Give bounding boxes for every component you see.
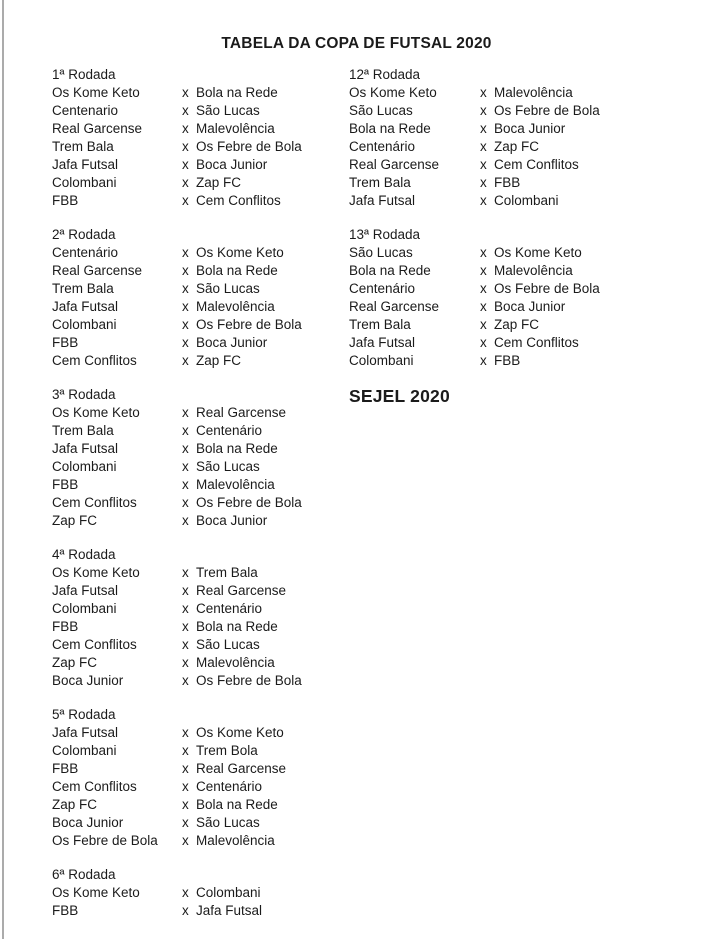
versus-separator: x [480,85,487,100]
versus-separator: x [182,637,189,652]
versus-separator: x [182,673,189,688]
versus-separator: x [182,459,189,474]
versus-separator: x [182,423,189,438]
versus-separator: x [480,121,487,136]
round-block [52,66,348,210]
versus-separator: x [182,797,189,812]
team-away: Boca Junior [494,121,566,136]
team-away: Os Febre de Bola [494,281,600,296]
versus-separator: x [182,103,189,118]
team-home: Bola na Rede [349,263,431,278]
versus-separator: x [182,245,189,260]
sejel-subtitle: SEJEL 2020 [349,386,450,406]
team-home: Os Kome Keto [52,85,140,100]
team-away: Trem Bola [196,743,258,758]
match-row [52,494,348,512]
team-home: Zap FC [52,655,98,670]
team-home: FBB [52,193,79,208]
versus-separator: x [182,495,189,510]
versus-separator: x [182,281,189,296]
team-away: São Lucas [196,459,260,474]
versus-separator: x [480,263,487,278]
match-row [52,832,348,850]
team-away: Real Garcense [196,761,287,776]
team-away: Zap FC [494,139,540,154]
match-row [52,884,348,902]
match-row [349,352,679,370]
versus-separator: x [182,353,189,368]
versus-separator: x [182,121,189,136]
team-home: Trem Bala [349,317,411,332]
versus-separator: x [182,85,189,100]
match-row [52,760,348,778]
team-home: FBB [52,903,79,918]
versus-separator: x [182,655,189,670]
match-row [52,84,348,102]
match-row [52,814,348,832]
match-row [349,192,679,210]
match-row [52,334,348,352]
team-home: São Lucas [349,245,413,260]
team-away: Boca Junior [196,335,268,350]
match-row [52,778,348,796]
match-row [349,262,679,280]
versus-separator: x [182,335,189,350]
round-header: 3ª Rodada [52,387,116,402]
team-home: Trem Bala [52,423,114,438]
match-row [52,654,348,672]
rounds-column-left [52,66,348,936]
team-home: Boca Junior [52,815,124,830]
team-home: Jafa Futsal [349,335,416,350]
rounds-column-right [349,66,679,406]
versus-separator: x [182,885,189,900]
team-away: Bola na Rede [196,85,278,100]
versus-separator: x [182,761,189,776]
match-row [52,636,348,654]
versus-separator: x [182,833,189,848]
versus-separator: x [480,193,487,208]
versus-separator: x [480,281,487,296]
team-away: Centenário [196,779,263,794]
team-away: São Lucas [196,815,260,830]
team-away: Boca Junior [196,157,268,172]
team-away: Os Kome Keto [494,245,582,260]
match-row [52,120,348,138]
team-away: Boca Junior [196,513,268,528]
team-away: Real Garcense [196,405,287,420]
match-row [52,458,348,476]
versus-separator: x [182,725,189,740]
team-home: Trem Bala [52,139,114,154]
versus-separator: x [182,157,189,172]
versus-separator: x [182,583,189,598]
match-row [52,262,348,280]
match-row [349,316,679,334]
team-home: FBB [52,761,79,776]
versus-separator: x [182,193,189,208]
team-away: Boca Junior [494,299,566,314]
match-row [52,102,348,120]
match-row [349,120,679,138]
match-row [52,422,348,440]
versus-separator: x [182,619,189,634]
team-home: São Lucas [349,103,413,118]
team-away: Trem Bala [196,565,258,580]
team-away: Cem Conflitos [494,157,579,172]
team-home: Jafa Futsal [349,193,416,208]
team-home: Jafa Futsal [52,299,119,314]
versus-separator: x [182,477,189,492]
match-row [52,600,348,618]
versus-separator: x [182,779,189,794]
team-away: Zap FC [494,317,540,332]
team-home: Centenário [349,281,416,296]
team-home: Real Garcense [52,263,143,278]
match-row [52,244,348,262]
match-row [52,316,348,334]
team-away: Centenário [196,601,263,616]
round-block [52,226,348,370]
team-home: Bola na Rede [349,121,431,136]
team-home: Real Garcense [349,299,440,314]
team-home: Colombani [349,353,414,368]
team-away: Os Febre de Bola [196,139,302,154]
team-home: Os Kome Keto [52,565,140,580]
match-row [349,102,679,120]
team-away: Malevolência [196,655,275,670]
team-away: Os Febre de Bola [196,317,302,332]
team-away: Centenário [196,423,263,438]
match-row [52,156,348,174]
match-row [52,280,348,298]
team-home: Os Kome Keto [52,405,140,420]
versus-separator: x [480,335,487,350]
round-header: 2ª Rodada [52,227,116,242]
team-away: FBB [494,353,521,368]
versus-separator: x [182,903,189,918]
round-block [349,226,679,370]
team-home: Colombani [52,175,117,190]
match-row [52,192,348,210]
team-home: Cem Conflitos [52,637,137,652]
versus-separator: x [182,299,189,314]
versus-separator: x [182,513,189,528]
team-home: Zap FC [52,797,98,812]
versus-separator: x [480,139,487,154]
team-away: Os Febre de Bola [196,495,302,510]
match-row [349,156,679,174]
team-home: Jafa Futsal [52,583,119,598]
team-home: Jafa Futsal [52,157,119,172]
team-home: Os Kome Keto [349,85,437,100]
team-away: São Lucas [196,637,260,652]
round-block [52,386,348,530]
team-away: Malevolência [494,85,573,100]
team-home: Jafa Futsal [52,441,119,456]
versus-separator: x [480,299,487,314]
versus-separator: x [182,405,189,420]
team-away: Malevolência [494,263,573,278]
team-away: Bola na Rede [196,441,278,456]
match-row [52,564,348,582]
versus-separator: x [480,157,487,172]
match-row [52,404,348,422]
team-home: Centenário [52,245,119,260]
round-header: 1ª Rodada [52,67,116,82]
versus-separator: x [182,263,189,278]
versus-separator: x [480,353,487,368]
match-row [52,796,348,814]
versus-separator: x [182,317,189,332]
team-home: Colombani [52,317,117,332]
team-away: Bola na Rede [196,263,278,278]
team-away: Malevolência [196,833,275,848]
team-home: Os Kome Keto [52,885,140,900]
versus-separator: x [182,815,189,830]
team-home: Centenário [349,139,416,154]
team-away: Real Garcense [196,583,287,598]
versus-separator: x [480,103,487,118]
team-home: Colombani [52,601,117,616]
match-row [349,138,679,156]
team-away: Malevolência [196,299,275,314]
match-row [349,280,679,298]
round-header: 12ª Rodada [349,67,421,82]
team-away: Cem Conflitos [196,193,281,208]
round-block [52,866,348,920]
versus-separator: x [182,175,189,190]
round-header: 5ª Rodada [52,707,116,722]
team-away: Bola na Rede [196,619,278,634]
team-home: FBB [52,619,79,634]
team-away: Malevolência [196,121,275,136]
team-home: Zap FC [52,513,98,528]
team-home: Centenario [52,103,119,118]
team-home: Trem Bala [349,175,411,190]
team-home: Jafa Futsal [52,725,119,740]
team-away: Colombani [494,193,559,208]
versus-separator: x [182,565,189,580]
team-away: Colombani [196,885,261,900]
match-row [52,138,348,156]
team-away: Zap FC [196,353,242,368]
match-row [52,618,348,636]
match-row [52,174,348,192]
match-row [52,298,348,316]
round-block [349,66,679,210]
team-away: Cem Conflitos [494,335,579,350]
match-row [52,742,348,760]
match-row [52,902,348,920]
team-home: FBB [52,335,79,350]
team-away: Zap FC [196,175,242,190]
match-row [52,440,348,458]
team-away: Os Kome Keto [196,245,284,260]
team-away: Os Kome Keto [196,725,284,740]
versus-separator: x [182,743,189,758]
round-block [52,706,348,850]
team-home: Cem Conflitos [52,779,137,794]
team-away: Jafa Futsal [196,903,263,918]
page-edge-line [2,0,4,939]
team-home: Cem Conflitos [52,495,137,510]
match-row [349,298,679,316]
team-home: Trem Bala [52,281,114,296]
team-home: Real Garcense [349,157,440,172]
team-away: São Lucas [196,281,260,296]
match-row [52,582,348,600]
match-row [349,334,679,352]
team-home: Cem Conflitos [52,353,137,368]
document-title: TABELA DA COPA DE FUTSAL 2020 [221,35,492,52]
match-row [52,672,348,690]
team-home: FBB [52,477,79,492]
round-block [52,546,348,690]
match-row [52,724,348,742]
round-header: 6ª Rodada [52,867,116,882]
team-home: Os Febre de Bola [52,833,158,848]
versus-separator: x [182,601,189,616]
versus-separator: x [182,139,189,154]
match-row [52,476,348,494]
team-away: Bola na Rede [196,797,278,812]
match-row [349,174,679,192]
versus-separator: x [480,317,487,332]
team-home: Colombani [52,459,117,474]
team-away: Os Febre de Bola [196,673,302,688]
versus-separator: x [480,175,487,190]
team-home: Boca Junior [52,673,124,688]
team-away: FBB [494,175,521,190]
team-home: Colombani [52,743,117,758]
match-row [52,512,348,530]
match-row [349,84,679,102]
versus-separator: x [182,441,189,456]
team-away: Os Febre de Bola [494,103,600,118]
team-away: São Lucas [196,103,260,118]
round-header: 4ª Rodada [52,547,116,562]
versus-separator: x [480,245,487,260]
match-row [52,352,348,370]
round-header: 13ª Rodada [349,227,421,242]
team-away: Malevolência [196,477,275,492]
match-row [349,244,679,262]
team-home: Real Garcense [52,121,143,136]
